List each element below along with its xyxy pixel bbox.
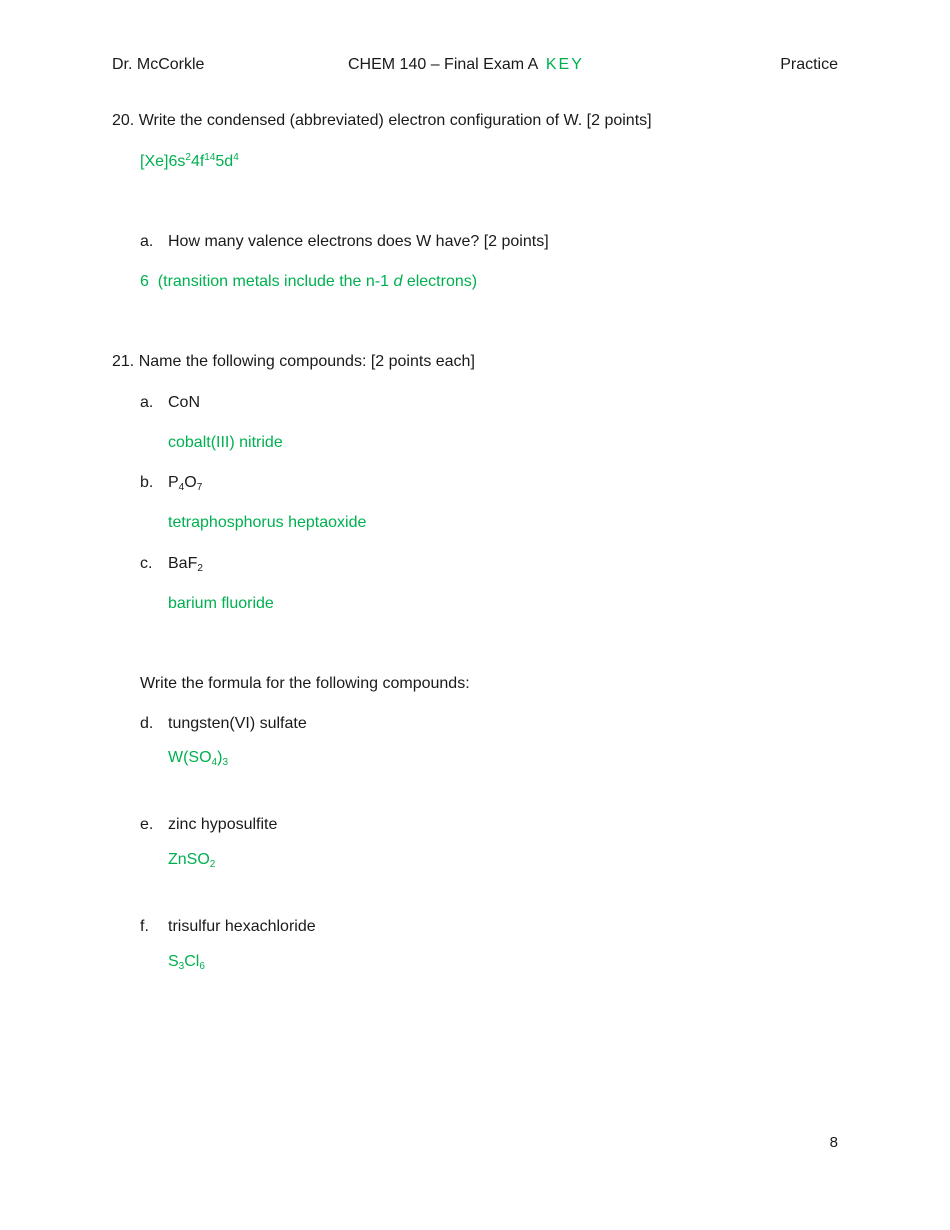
answer-20 (140, 153, 239, 171)
answer-text-post: electrons) (402, 273, 478, 290)
question-21f (140, 918, 316, 936)
question-prompt: Name the following compounds: [2 points each] (138, 353, 475, 370)
formula-element: ) (217, 749, 223, 766)
formula-subscript: 7 (196, 482, 203, 493)
config-f-count: 14 (204, 152, 216, 163)
formula-subscript: 3 (222, 757, 228, 768)
answer-21e (168, 851, 215, 869)
formula-subscript: 3 (178, 961, 185, 972)
compound-formula: CoN (168, 394, 201, 411)
answer-text-pre: 6 (transition metals include the n-1 (140, 273, 394, 290)
formula-subscript: 6 (199, 961, 205, 972)
question-21e (140, 816, 277, 834)
config-d-shell: 5d (215, 153, 234, 170)
part-letter: b. (140, 474, 154, 491)
config-core: [Xe] (140, 153, 169, 170)
question-21d (140, 715, 307, 733)
question-number: 21. (112, 353, 135, 370)
formula-subscript: 4 (178, 482, 185, 493)
formula-element: O (184, 474, 197, 491)
question-21 (112, 353, 475, 371)
formula-element: P (168, 474, 179, 491)
formula-element: ZnSO (168, 851, 210, 868)
answer-21d (168, 749, 228, 767)
config-f-shell: 4f (190, 153, 205, 170)
answer-21f (168, 953, 205, 971)
formula-element: S (168, 953, 179, 970)
formula-section-prompt: Write the formula for the following compounds: (140, 675, 470, 692)
config-s-count: 2 (185, 152, 191, 163)
formula-subscript: 2 (209, 859, 216, 870)
part-letter: d. (140, 715, 154, 732)
config-s-shell: 6s (168, 153, 186, 170)
course-title-text: CHEM 140 – Final Exam A (348, 56, 538, 73)
header-version: Practice (780, 56, 838, 73)
question-21b (140, 474, 202, 492)
key-label: KEY (545, 56, 584, 73)
part-letter: f. (140, 918, 149, 935)
part-prompt: How many valence electrons does W have? [2 points] (168, 233, 549, 250)
part-letter: c. (140, 555, 153, 572)
compound-name: zinc hyposulfite (168, 816, 278, 833)
config-d-count: 4 (233, 152, 239, 163)
question-21c (140, 555, 203, 573)
question-20a (140, 233, 549, 251)
question-20 (112, 112, 652, 130)
header-author: Dr. McCorkle (112, 56, 205, 73)
formula-element: W(SO (168, 749, 212, 766)
answer-21c: barium fluoride (168, 595, 274, 612)
compound-name: trisulfur hexachloride (168, 918, 316, 935)
formula-subscript: 2 (197, 563, 203, 574)
answer-21a: cobalt(III) nitride (168, 434, 283, 451)
answer-text-italic: d (393, 273, 403, 290)
page-number: 8 (829, 1134, 838, 1151)
header-course-title (348, 56, 584, 74)
answer-20a (140, 273, 477, 291)
answer-21b: tetraphosphorus heptaoxide (168, 514, 367, 531)
part-letter: a. (140, 233, 154, 250)
question-21a (140, 394, 200, 412)
part-letter: a. (140, 394, 154, 411)
part-letter: e. (140, 816, 154, 833)
question-number: 20. (112, 112, 135, 129)
compound-name: tungsten(VI) sulfate (168, 715, 307, 732)
formula-subscript: 4 (211, 757, 218, 768)
formula-element: BaF (168, 555, 198, 572)
question-prompt: Write the condensed (abbreviated) electron configuration of W. [2 points] (138, 112, 652, 129)
formula-element: Cl (184, 953, 200, 970)
